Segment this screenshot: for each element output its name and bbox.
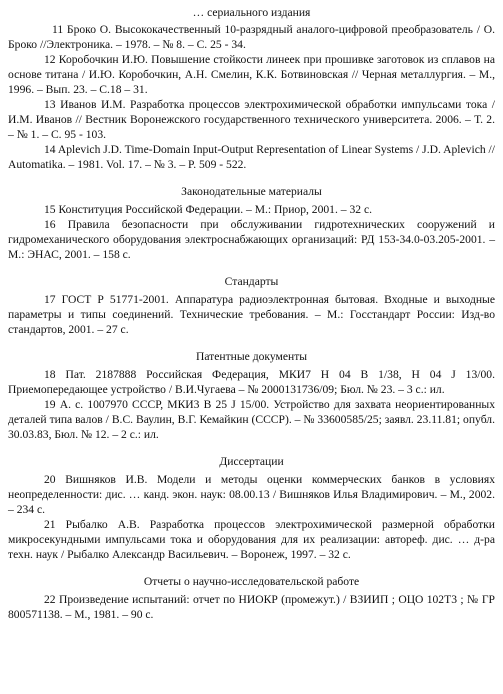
section-dissertations bbox=[8, 454, 495, 562]
section-title-legislation: Законодательные материалы bbox=[181, 185, 322, 198]
page-header: … сериального издания bbox=[192, 6, 311, 19]
section-title-standards: Стандарты bbox=[224, 275, 279, 288]
section-title-research-reports: Отчеты о научно-исследовательской работе bbox=[143, 575, 360, 588]
section-title-dissertations: Диссертации bbox=[219, 455, 284, 468]
entry-11: 11 Броко О. Высококачественный 10-разрядный аналого-цифровой преобразователь / О. Броко //Электроника. – 1978. – № 8. – С. 25 - 34. bbox=[8, 23, 495, 51]
entry-17: 17 ГОСТ Р 51771-2001. Аппаратура радиоэлектронная бытовая. Входные и выходные параметры и типы соединений. Технические требования. – М.: Госстандарт России: Изд-во стандартов, 2001. – 27 с. bbox=[8, 293, 495, 336]
entry-22: 22 Произведение испытаний: отчет по НИОКР (промежут.) / ВЗИИП ; ОЦО 102Т3 ; № ГР 800571138. – М., 1981. – 90 с. bbox=[8, 593, 495, 621]
entry-12: 12 Коробочкин И.Ю. Повышение стойкости линеек при прошивке заготовок из сплавов на основе титана / И.Ю. Коробочкин, А.Н. Смелин, К.К. Ботвиновская // Черная металлургия. – М., 1996. – Вып. 23. – С.18 – 31. bbox=[8, 53, 495, 96]
entry-21: 21 Рыбалко А.В. Разработка процессов электрохимической размерной обработки микросекундными импульсами тока и оборудования для их реализации: автореф. дис. … д-ра техн. наук / Рыбалко Александр Васильевич. – Воронеж, 1997. – 32 с. bbox=[8, 518, 495, 561]
section-patents bbox=[8, 349, 495, 442]
section-title-patents: Патентные документы bbox=[195, 350, 308, 363]
section-standards bbox=[8, 274, 495, 337]
section-research-reports bbox=[8, 574, 495, 622]
entry-14: 14 Aplevich J.D. Time-Domain Input-Output Representation of Linear Systems / J.D. Aplevich // Automatika. – 1981. Vol. 17. – № 3. – P. 509 - 522. bbox=[8, 143, 495, 171]
entry-13: 13 Иванов И.М. Разработка процессов электрохимической обработки импульсами тока / И.М. Иванов // Вестник Воронежского государственного технического университета. 2006. – Т. 2. – № 1. – С. 95 - 103. bbox=[8, 98, 495, 141]
top-entries bbox=[8, 22, 495, 172]
entry-18: 18 Пат. 2187888 Российская Федерация, МКИ7 Н 04 В 1/38, Н 04 J 13/00. Приемопередающее устройство / В.И.Чугаева – № 2000131736/09; Бюл. № 23. – 3 с.: ил. bbox=[8, 368, 495, 396]
entry-19: 19 А. с. 1007970 СССР, МКИ3 В 25 J 15/00. Устройство для захвата неориентированных деталей типа валов / В.С. Ваулин, В.Г. Кемайкин (СССР). – № 33600585/25; заявл. 23.11.81; опубл. 30.03.83, Бюл. № 12. – 2 с.: ил. bbox=[8, 398, 495, 441]
section-legislation bbox=[8, 184, 495, 262]
entry-20: 20 Вишняков И.В. Модели и методы оценки коммерческих банков в условиях неопределенности: дис. … канд. экон. наук: 08.00.13 / Вишняков Илья Владимирович. – М., 2002. – 234 с. bbox=[8, 473, 495, 516]
entry-15: 15 Конституция Российской Федерации. – М.: Приор, 2001. – 32 с. bbox=[44, 203, 373, 216]
entry-16: 16 Правила безопасности при обслуживании гидротехнических сооружений и гидромеханического оборудования электроснабжающих организаций: РД 153-34.0-03.205-2001. – М.: ЭНАС, 2001. – 158 с. bbox=[8, 218, 495, 261]
